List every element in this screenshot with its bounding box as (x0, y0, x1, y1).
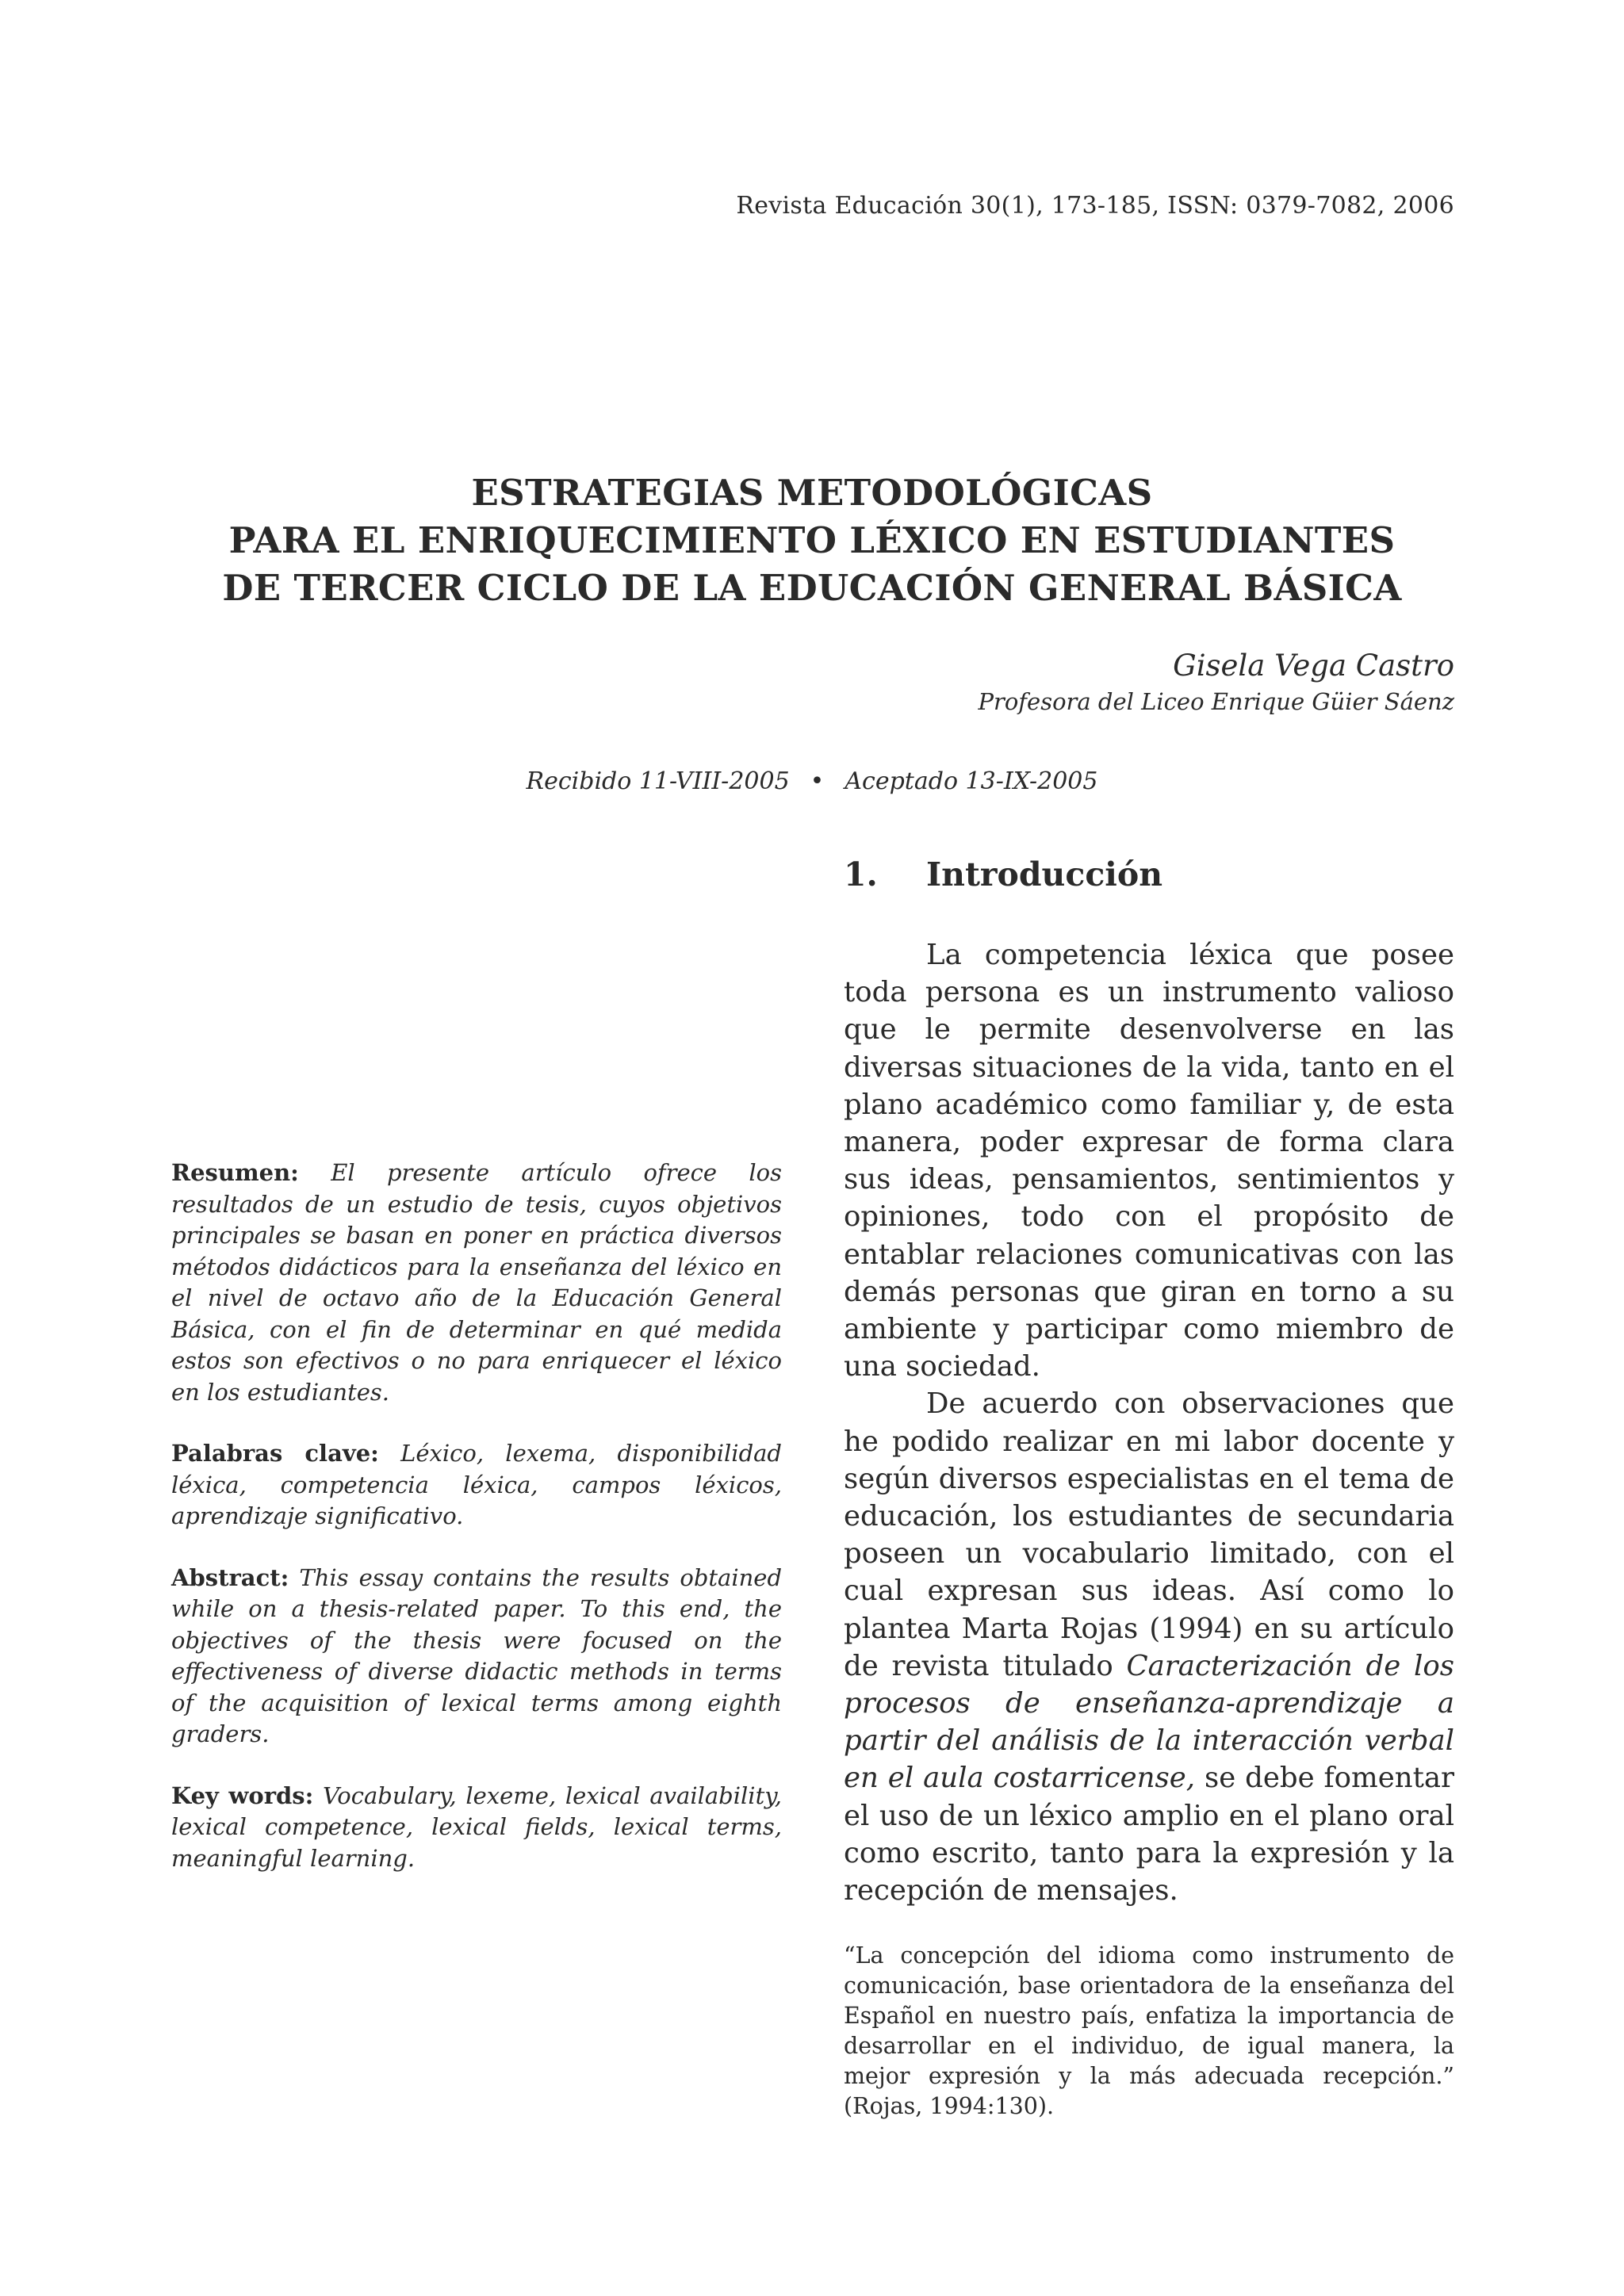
key-words-text: Vocabulary, lexeme, lexical availability, lexical competence, lexical fields, lexical terms, meaningful learning. (171, 1781, 782, 1872)
title-line: DE TERCER CICLO DE LA EDUCACIÓN GENERAL BÁSICA (222, 567, 1402, 609)
journal-citation: Revista Educación 30(1), 173-185, ISSN: 0379-7082, 2006 (736, 192, 1454, 220)
palabras-clave-paragraph (171, 1438, 782, 1533)
abstract-text: This essay contains the results obtained while on a thesis-related paper. To this end, the objectives of the thesis were focused on the effectiveness of diverse didactic methods in terms of the acquisition of lexical terms among eighth graders. (171, 1563, 783, 1747)
resumen-paragraph (171, 1158, 782, 1408)
resumen-label: Resumen: (171, 1159, 299, 1186)
title-line: ESTRATEGIAS METODOLÓGICAS (471, 472, 1153, 514)
palabras-clave-text: Léxico, lexema, disponibilidad léxica, competencia léxica, campos léxicos, aprendizaje significativo. (171, 1440, 782, 1529)
intro-paragraph-1: La competencia léxica que posee toda persona es un instrumento valioso que le permite desenvolverse en las diversas situaciones de la vida, tanto en el plano académico como familiar y, de esta manera, poder expresar de forma clara sus ideas, pensamientos, sentimientos y opiniones, todo con el propósito de entablar relaciones comunicativas con las demás personas que giran en torno a su ambiente y participar como miembro de una sociedad. (844, 939, 1454, 1383)
body-text (844, 936, 1454, 1909)
accepted-date: Aceptado 13-IX-2005 (845, 767, 1098, 795)
section-number: 1. (844, 855, 878, 894)
author-block (978, 646, 1454, 718)
intro-paragraph-2 (844, 1385, 1454, 1909)
abstract-paragraph (171, 1563, 782, 1751)
dates-line (0, 767, 1624, 795)
author-name: Gisela Vega Castro (1173, 649, 1454, 683)
paragraph-2-ending: se debe fomentar el uso de un léxico amplio en el plano oral como escrito, tanto para la expresión y la recepción de mensajes. (844, 1762, 1454, 1908)
abstract-label: Abstract: (171, 1563, 289, 1591)
palabras-clave-label: Palabras clave: (171, 1440, 379, 1467)
article-title (0, 469, 1624, 612)
body-column (844, 852, 1454, 2122)
paragraph-2-text: De acuerdo con observaciones que he podido realizar en mi labor docente y según diversos especialistas en el tema de educación, los estudiantes de secundaria poseen un vocabulario limitado, con el cual expresan sus ideas. Así como lo plantea Marta Rojas (1994) en su artículo de revista titulado (844, 1387, 1454, 1682)
received-date: Recibido 11-VIII-2005 (526, 767, 790, 795)
section-heading (844, 852, 1454, 897)
title-line: PARA EL ENRIQUECIMIENTO LÉXICO EN ESTUDIANTES (228, 519, 1396, 561)
key-words-label: Key words: (171, 1781, 314, 1809)
abstract-column (171, 1158, 782, 1904)
section-title: Introducción (926, 855, 1163, 894)
resumen-text: El presente artículo ofrece los resultados de un estudio de tesis, cuyos objetivos principales se basan en poner en práctica diversos métodos didácticos para la enseñanza del léxico en el nivel de octavo año de la Educación General Básica, con el fin de determinar en qué medida estos son efectivos o no para enriquecer el léxico en los estudiantes. (171, 1159, 782, 1406)
author-affiliation: Profesora del Liceo Enrique Güier Sáenz (978, 688, 1454, 715)
block-quote: “La concepción del idioma como instrumento de comunicación, base orientadora de la enseñanza del Español en nuestro país, enfatiza la importancia de desarrollar en el individuo, de igual manera, la mejor expresión y la más adecuada recepción.” (Rojas, 1994:130). (844, 1942, 1454, 2120)
cited-article-title: Caracterización de los procesos de enseñanza-aprendizaje a partir del análisis de la interacción verbal en el aula costarricense, (844, 1649, 1455, 1795)
key-words-paragraph (171, 1781, 782, 1875)
date-separator: • (810, 767, 825, 795)
